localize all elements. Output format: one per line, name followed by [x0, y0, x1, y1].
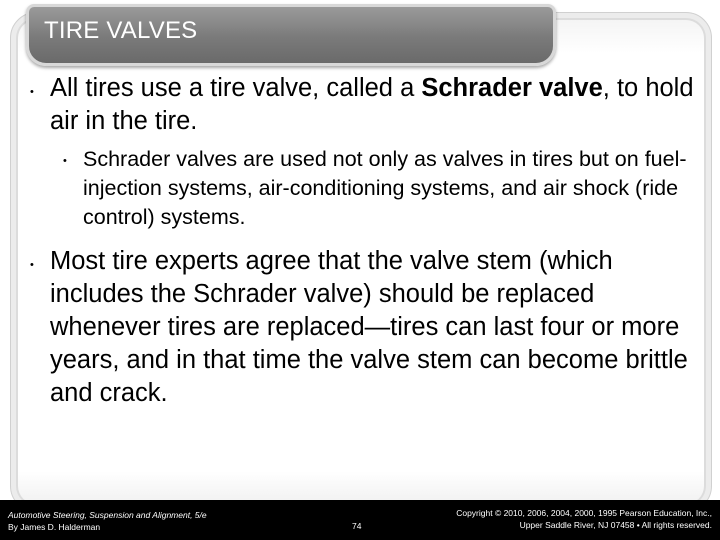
footer-bar: [0, 500, 720, 540]
bullet-1-bold-term: Schrader valve: [421, 74, 603, 102]
sub-bullet-item: [24, 145, 694, 232]
footer-page-number: 74: [352, 521, 362, 531]
footer-copyright-line: Copyright © 2010, 2006, 2004, 2000, 1995 Pearson Education, Inc.,: [456, 508, 712, 518]
bullet-item-1: [24, 72, 694, 138]
slide-title: TIRE VALVES: [44, 17, 198, 44]
slide-body: [24, 72, 694, 410]
bullet-icon: •: [30, 259, 34, 271]
footer-publisher-address: Upper Saddle River, NJ 07458 • All rights reserved.: [519, 520, 712, 530]
bullet-1-text-start: All tires use a tire valve, called a: [50, 74, 422, 102]
bullet-item-2: [24, 245, 694, 410]
footer-book-info: [8, 509, 207, 533]
bullet-icon: •: [30, 86, 34, 98]
bullet-icon: •: [63, 155, 67, 167]
bullet-1-text-end: , to hold air in the tire.: [50, 74, 694, 135]
footer-author: By James D. Halderman: [8, 522, 101, 532]
sub-bullet-text: Schrader valves are used not only as valves in tires but on fuel-injection systems, air-conditioning systems, and air shock (ride control) systems.: [83, 147, 687, 229]
footer-book-title: Automotive Steering, Suspension and Alignment, 5/e: [8, 510, 207, 520]
footer-copyright: [456, 507, 712, 531]
bullet-2-text: Most tire experts agree that the valve stem (which includes the Schrader valve) should be replaced whenever tires are replaced—tires can last four or more years, and in that time the valve stem can become brittle and crack.: [50, 247, 688, 407]
